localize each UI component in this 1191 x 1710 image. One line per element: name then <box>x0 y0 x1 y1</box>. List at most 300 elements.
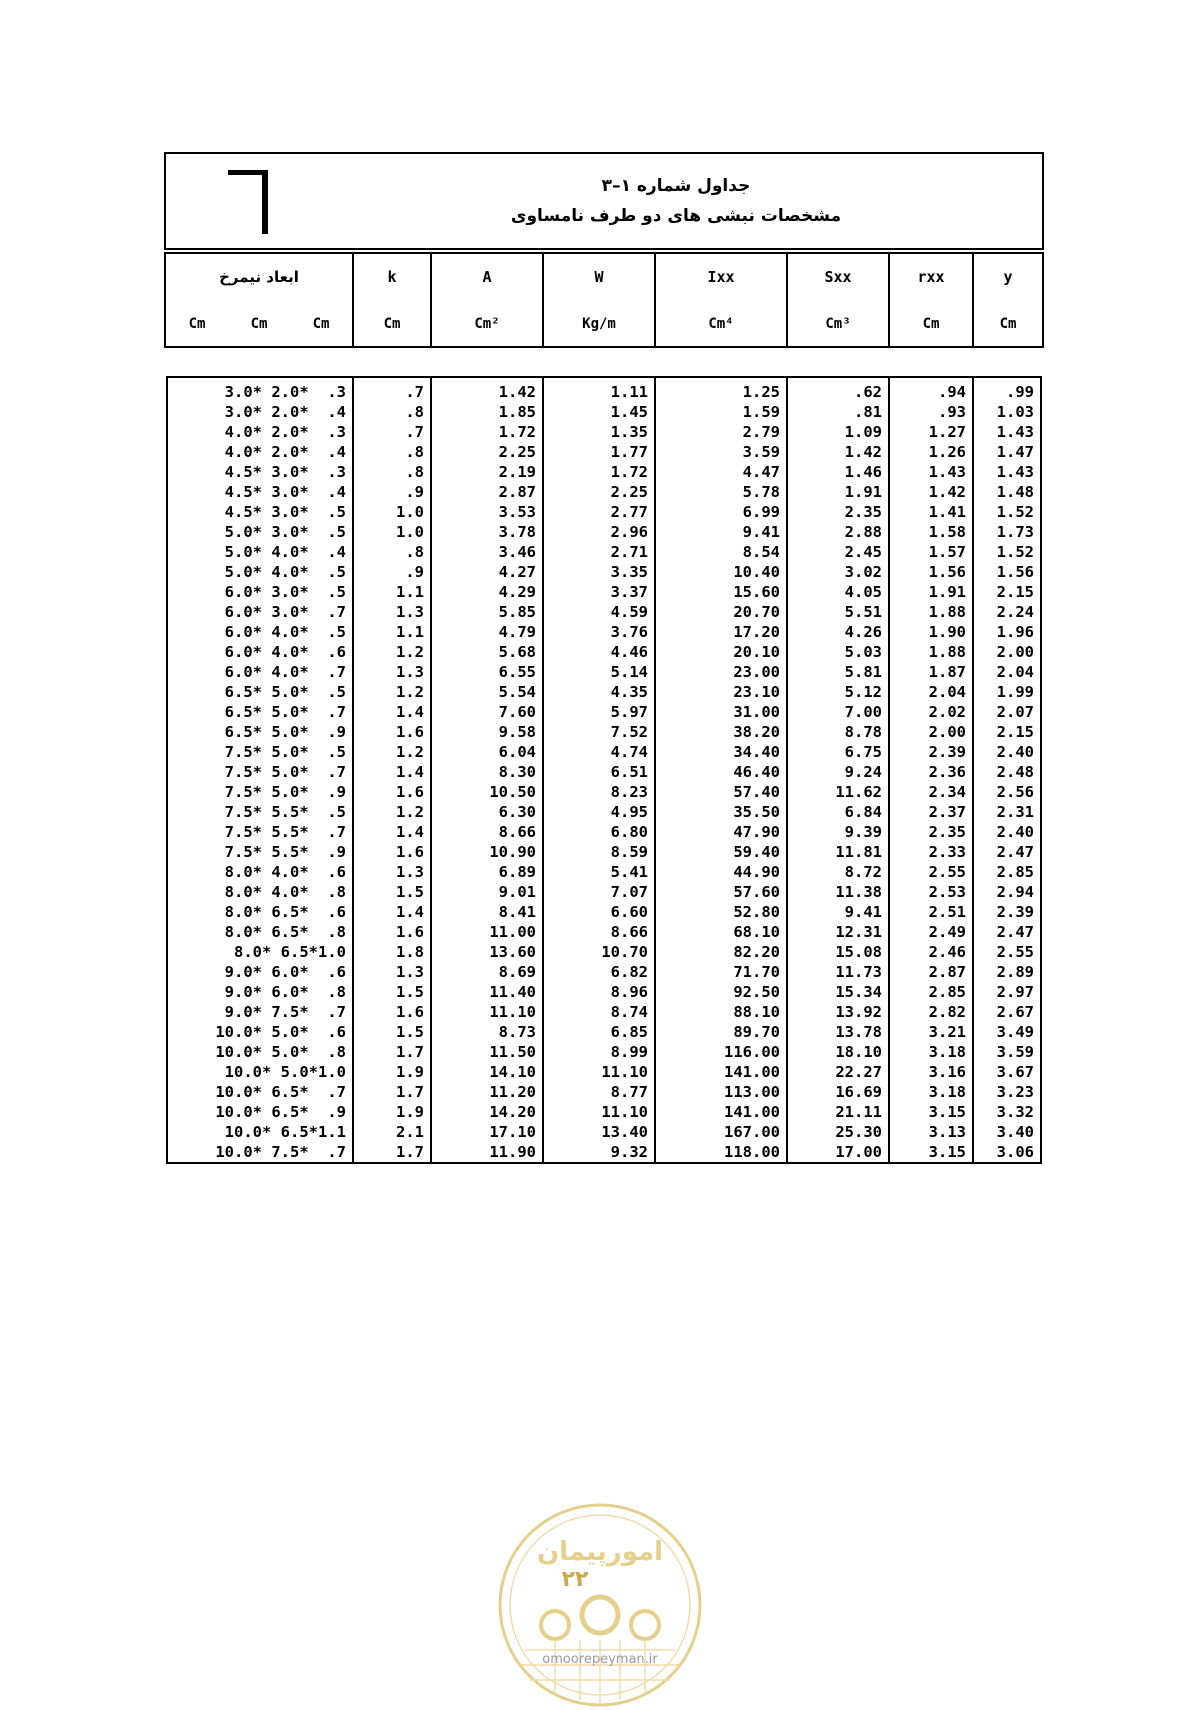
table-cell: 141.00 <box>655 1102 787 1122</box>
table-cell: 7.5* 5.5* .9 <box>167 842 353 862</box>
table-cell: 71.70 <box>655 962 787 982</box>
table-cell: 2.33 <box>889 842 973 862</box>
table-cell: 1.2 <box>353 742 431 762</box>
table-cell: 2.53 <box>889 882 973 902</box>
table-cell: 11.73 <box>787 962 889 982</box>
table-cell: .7 <box>353 377 431 402</box>
table-cell: 13.92 <box>787 1002 889 1022</box>
header-area: A Cm² <box>432 254 544 346</box>
angle-properties-table <box>166 376 1042 1164</box>
table-cell: 2.00 <box>973 642 1041 662</box>
table-cell: 1.46 <box>787 462 889 482</box>
table-cell: 22.27 <box>787 1062 889 1082</box>
table-cell: 23.10 <box>655 682 787 702</box>
unit-cm: Cm <box>250 316 268 332</box>
table-cell: 2.25 <box>543 482 655 502</box>
table-cell: 34.40 <box>655 742 787 762</box>
table-cell: .8 <box>353 462 431 482</box>
table-cell: 2.82 <box>889 1002 973 1022</box>
table-cell: 6.0* 4.0* .5 <box>167 622 353 642</box>
unit-cm: Cm <box>312 316 330 332</box>
header-sxx: Sxx Cm³ <box>788 254 890 346</box>
table-cell: 57.40 <box>655 782 787 802</box>
table-cell: 7.52 <box>543 722 655 742</box>
table-cell: 5.54 <box>431 682 543 702</box>
table-cell: 2.39 <box>973 902 1041 922</box>
table-cell: 1.8 <box>353 942 431 962</box>
table-row <box>167 742 1041 762</box>
table-cell: 3.59 <box>655 442 787 462</box>
table-cell: 2.04 <box>973 662 1041 682</box>
table-cell: 3.53 <box>431 502 543 522</box>
table-cell: 2.85 <box>973 862 1041 882</box>
table-cell: 3.21 <box>889 1022 973 1042</box>
table-cell: 4.27 <box>431 562 543 582</box>
table-row <box>167 422 1041 442</box>
table-cell: 88.10 <box>655 1002 787 1022</box>
table-cell: 1.90 <box>889 622 973 642</box>
header-weight: W Kg/m <box>544 254 656 346</box>
table-cell: 1.3 <box>353 862 431 882</box>
table-cell: 3.13 <box>889 1122 973 1142</box>
table-cell: 5.03 <box>787 642 889 662</box>
table-row <box>167 702 1041 722</box>
table-cell: 6.89 <box>431 862 543 882</box>
table-cell: 2.24 <box>973 602 1041 622</box>
table-cell: 10.0* 5.0* .8 <box>167 1042 353 1062</box>
table-cell: 10.50 <box>431 782 543 802</box>
table-cell: 1.7 <box>353 1142 431 1163</box>
header-rxx: rxx Cm <box>890 254 974 346</box>
table-cell: 8.99 <box>543 1042 655 1062</box>
table-cell: .8 <box>353 402 431 422</box>
table-cell: 6.0* 3.0* .5 <box>167 582 353 602</box>
table-cell: 8.66 <box>543 922 655 942</box>
table-cell: 31.00 <box>655 702 787 722</box>
table-cell: 6.82 <box>543 962 655 982</box>
table-cell: 8.54 <box>655 542 787 562</box>
table-cell: 6.5* 5.0* .9 <box>167 722 353 742</box>
table-cell: 3.46 <box>431 542 543 562</box>
table-cell: 20.10 <box>655 642 787 662</box>
table-cell: 9.0* 7.5* .7 <box>167 1002 353 1022</box>
table-cell: 3.16 <box>889 1062 973 1082</box>
table-cell: 6.0* 4.0* .7 <box>167 662 353 682</box>
table-cell: 1.57 <box>889 542 973 562</box>
table-cell: 6.85 <box>543 1022 655 1042</box>
table-cell: 8.72 <box>787 862 889 882</box>
table-cell: .7 <box>353 422 431 442</box>
table-cell: .8 <box>353 442 431 462</box>
table-cell: 9.0* 6.0* .6 <box>167 962 353 982</box>
table-cell: 2.49 <box>889 922 973 942</box>
table-cell: 7.00 <box>787 702 889 722</box>
header-y: y Cm <box>999 268 1017 332</box>
table-cell: 1.88 <box>889 642 973 662</box>
table-row <box>167 522 1041 542</box>
table-cell: 8.59 <box>543 842 655 862</box>
table-cell: 5.0* 4.0* .4 <box>167 542 353 562</box>
table-row <box>167 442 1041 462</box>
table-cell: 2.35 <box>787 502 889 522</box>
table-cell: 11.10 <box>543 1102 655 1122</box>
table-cell: 5.41 <box>543 862 655 882</box>
table-cell: 38.20 <box>655 722 787 742</box>
table-cell: 14.20 <box>431 1102 543 1122</box>
table-cell: 2.47 <box>973 842 1041 862</box>
table-cell: 11.81 <box>787 842 889 862</box>
table-cell: 16.69 <box>787 1082 889 1102</box>
table-cell: 47.90 <box>655 822 787 842</box>
table-cell: 1.35 <box>543 422 655 442</box>
table-cell: 10.0* 5.0*1.0 <box>167 1062 353 1082</box>
table-cell: 1.6 <box>353 722 431 742</box>
table-row <box>167 1022 1041 1042</box>
table-cell: 2.87 <box>889 962 973 982</box>
table-cell: 1.85 <box>431 402 543 422</box>
table-cell: 11.10 <box>543 1062 655 1082</box>
table-row <box>167 642 1041 662</box>
table-cell: 82.20 <box>655 942 787 962</box>
table-cell: 8.69 <box>431 962 543 982</box>
table-cell: 21.11 <box>787 1102 889 1122</box>
table-cell: 13.78 <box>787 1022 889 1042</box>
table-cell: 3.23 <box>973 1082 1041 1102</box>
table-cell: 2.1 <box>353 1122 431 1142</box>
table-cell: 1.4 <box>353 902 431 922</box>
table-cell: 1.6 <box>353 842 431 862</box>
table-cell: 1.11 <box>543 377 655 402</box>
table-cell: 5.14 <box>543 662 655 682</box>
table-row <box>167 502 1041 522</box>
table-cell: 2.34 <box>889 782 973 802</box>
table-cell: 6.5* 5.0* .7 <box>167 702 353 722</box>
table-row <box>167 1102 1041 1122</box>
table-row <box>167 722 1041 742</box>
table-cell: 1.2 <box>353 682 431 702</box>
table-cell: 12.31 <box>787 922 889 942</box>
table-cell: 1.43 <box>973 462 1041 482</box>
table-cell: 52.80 <box>655 902 787 922</box>
table-cell: 1.0 <box>353 522 431 542</box>
table-cell: 2.04 <box>889 682 973 702</box>
table-cell: 1.4 <box>353 762 431 782</box>
table-cell: 1.3 <box>353 962 431 982</box>
table-cell: 4.35 <box>543 682 655 702</box>
table-cell: 8.77 <box>543 1082 655 1102</box>
table-cell: .8 <box>353 542 431 562</box>
table-cell: 9.41 <box>787 902 889 922</box>
table-cell: 116.00 <box>655 1042 787 1062</box>
table-cell: 2.56 <box>973 782 1041 802</box>
table-cell: 6.04 <box>431 742 543 762</box>
table-cell: 11.90 <box>431 1142 543 1163</box>
table-cell: 11.62 <box>787 782 889 802</box>
table-cell: 15.60 <box>655 582 787 602</box>
table-cell: 8.78 <box>787 722 889 742</box>
table-cell: 1.9 <box>353 1102 431 1122</box>
table-cell: 1.99 <box>973 682 1041 702</box>
table-cell: 8.41 <box>431 902 543 922</box>
table-row <box>167 622 1041 642</box>
table-cell: 1.88 <box>889 602 973 622</box>
table-cell: 167.00 <box>655 1122 787 1142</box>
table-cell: 2.02 <box>889 702 973 722</box>
table-cell: 2.85 <box>889 982 973 1002</box>
table-row <box>167 562 1041 582</box>
table-cell: 1.56 <box>973 562 1041 582</box>
table-row <box>167 762 1041 782</box>
table-cell: 4.5* 3.0* .4 <box>167 482 353 502</box>
table-cell: 9.32 <box>543 1142 655 1163</box>
table-cell: .81 <box>787 402 889 422</box>
table-row <box>167 1002 1041 1022</box>
table-cell: 1.58 <box>889 522 973 542</box>
table-cell: 6.55 <box>431 662 543 682</box>
table-cell: 92.50 <box>655 982 787 1002</box>
table-cell: 1.2 <box>353 802 431 822</box>
table-cell: 2.15 <box>973 582 1041 602</box>
table-cell: 2.19 <box>431 462 543 482</box>
table-cell: 5.85 <box>431 602 543 622</box>
table-cell: 5.68 <box>431 642 543 662</box>
table-cell: 1.3 <box>353 602 431 622</box>
table-cell: 2.67 <box>973 1002 1041 1022</box>
table-cell: 10.0* 7.5* .7 <box>167 1142 353 1163</box>
table-cell: 8.74 <box>543 1002 655 1022</box>
table-cell: 8.66 <box>431 822 543 842</box>
table-cell: 3.18 <box>889 1042 973 1062</box>
table-cell: 4.05 <box>787 582 889 602</box>
table-cell: 8.0* 6.5* .8 <box>167 922 353 942</box>
table-cell: 13.60 <box>431 942 543 962</box>
table-cell: 5.12 <box>787 682 889 702</box>
table-cell: 1.73 <box>973 522 1041 542</box>
table-cell: 8.0* 6.5*1.0 <box>167 942 353 962</box>
table-row <box>167 902 1041 922</box>
table-cell: 2.97 <box>973 982 1041 1002</box>
table-cell: 4.0* 2.0* .3 <box>167 422 353 442</box>
table-row <box>167 482 1041 502</box>
table-cell: 23.00 <box>655 662 787 682</box>
table-cell: 2.87 <box>431 482 543 502</box>
table-cell: 4.26 <box>787 622 889 642</box>
table-cell: 4.5* 3.0* .5 <box>167 502 353 522</box>
table-cell: 20.70 <box>655 602 787 622</box>
table-cell: 68.10 <box>655 922 787 942</box>
table-cell: 5.81 <box>787 662 889 682</box>
table-cell: 1.6 <box>353 1002 431 1022</box>
table-cell: 11.38 <box>787 882 889 902</box>
table-cell: 2.71 <box>543 542 655 562</box>
table-cell: 10.0* 6.5* .7 <box>167 1082 353 1102</box>
table-cell: 9.58 <box>431 722 543 742</box>
table-cell: 17.20 <box>655 622 787 642</box>
table-cell: 1.5 <box>353 882 431 902</box>
table-cell: 1.59 <box>655 402 787 422</box>
table-cell: 1.43 <box>973 422 1041 442</box>
page-number: ۲۲ <box>561 1567 589 1592</box>
table-cell: 2.77 <box>543 502 655 522</box>
table-cell: 3.78 <box>431 522 543 542</box>
logo-text: امورپیمان <box>536 1537 664 1567</box>
table-cell: 1.3 <box>353 662 431 682</box>
table-cell: 25.30 <box>787 1122 889 1142</box>
header-dimensions: ابعاد نیمرخ Cm Cm Cm <box>166 254 354 346</box>
table-cell: 6.30 <box>431 802 543 822</box>
table-cell: 10.40 <box>655 562 787 582</box>
table-row <box>167 782 1041 802</box>
table-cell: 4.95 <box>543 802 655 822</box>
table-cell: 1.7 <box>353 1082 431 1102</box>
table-cell: 10.90 <box>431 842 543 862</box>
table-row <box>167 962 1041 982</box>
table-row <box>167 602 1041 622</box>
table-cell: 1.0 <box>353 502 431 522</box>
table-cell: 11.50 <box>431 1042 543 1062</box>
table-cell: 3.35 <box>543 562 655 582</box>
table-cell: 9.0* 6.0* .8 <box>167 982 353 1002</box>
table-cell: 6.0* 3.0* .7 <box>167 602 353 622</box>
table-cell: 1.87 <box>889 662 973 682</box>
table-cell: 2.55 <box>889 862 973 882</box>
table-cell: 1.9 <box>353 1062 431 1082</box>
table-cell: 5.0* 3.0* .5 <box>167 522 353 542</box>
table-title: جداول شماره ۱–۳ <box>601 176 751 196</box>
table-cell: 7.5* 5.0* .9 <box>167 782 353 802</box>
table-cell: 2.37 <box>889 802 973 822</box>
table-cell: 35.50 <box>655 802 787 822</box>
table-cell: 8.23 <box>543 782 655 802</box>
table-cell: 3.32 <box>973 1102 1041 1122</box>
table-cell: 5.97 <box>543 702 655 722</box>
table-row <box>167 822 1041 842</box>
table-cell: 2.15 <box>973 722 1041 742</box>
table-cell: 2.40 <box>973 822 1041 842</box>
table-cell: 1.03 <box>973 402 1041 422</box>
table-cell: 8.73 <box>431 1022 543 1042</box>
table-cell: 1.42 <box>787 442 889 462</box>
table-cell: 3.0* 2.0* .3 <box>167 377 353 402</box>
header-ixx: Ixx Cm⁴ <box>656 254 788 346</box>
table-cell: 4.29 <box>431 582 543 602</box>
table-cell: 7.60 <box>431 702 543 722</box>
table-row <box>167 842 1041 862</box>
table-cell: 6.80 <box>543 822 655 842</box>
table-cell: 1.2 <box>353 642 431 662</box>
table-cell: 2.89 <box>973 962 1041 982</box>
table-cell: 57.60 <box>655 882 787 902</box>
table-cell: 1.47 <box>973 442 1041 462</box>
table-cell: 2.48 <box>973 762 1041 782</box>
table-cell: 46.40 <box>655 762 787 782</box>
table-cell: 3.18 <box>889 1082 973 1102</box>
table-subtitle: مشخصات نبشی های دو طرف نامساوی <box>510 206 842 226</box>
table-cell: 15.34 <box>787 982 889 1002</box>
table-cell: 3.37 <box>543 582 655 602</box>
table-cell: 8.30 <box>431 762 543 782</box>
table-cell: 3.59 <box>973 1042 1041 1062</box>
table-cell: 7.5* 5.5* .7 <box>167 822 353 842</box>
table-row <box>167 942 1041 962</box>
table-cell: 1.48 <box>973 482 1041 502</box>
table-cell: 4.0* 2.0* .4 <box>167 442 353 462</box>
omoorepeyman-logo-watermark <box>495 1500 705 1710</box>
table-cell: 11.40 <box>431 982 543 1002</box>
table-cell: 4.79 <box>431 622 543 642</box>
table-cell: 1.1 <box>353 622 431 642</box>
table-cell: .9 <box>353 482 431 502</box>
table-cell: .94 <box>889 377 973 402</box>
table-cell: 3.76 <box>543 622 655 642</box>
table-row <box>167 662 1041 682</box>
table-cell: 10.0* 6.5*1.1 <box>167 1122 353 1142</box>
table-cell: 2.07 <box>973 702 1041 722</box>
table-cell: 1.52 <box>973 542 1041 562</box>
table-row <box>167 982 1041 1002</box>
table-row <box>167 1082 1041 1102</box>
table-cell: 6.0* 4.0* .6 <box>167 642 353 662</box>
table-cell: 17.10 <box>431 1122 543 1142</box>
table-cell: 7.07 <box>543 882 655 902</box>
table-cell: 2.36 <box>889 762 973 782</box>
table-cell: 2.39 <box>889 742 973 762</box>
table-cell: 4.5* 3.0* .3 <box>167 462 353 482</box>
table-row <box>167 542 1041 562</box>
table-row <box>167 802 1041 822</box>
table-cell: 4.74 <box>543 742 655 762</box>
table-cell: 3.49 <box>973 1022 1041 1042</box>
table-cell: 9.01 <box>431 882 543 902</box>
table-cell: 1.42 <box>431 377 543 402</box>
table-cell: 8.96 <box>543 982 655 1002</box>
table-cell: 7.5* 5.5* .5 <box>167 802 353 822</box>
table-row <box>167 922 1041 942</box>
table-cell: 13.40 <box>543 1122 655 1142</box>
table-cell: 141.00 <box>655 1062 787 1082</box>
table-cell: 59.40 <box>655 842 787 862</box>
table-cell: 4.47 <box>655 462 787 482</box>
table-cell: 1.77 <box>543 442 655 462</box>
table-cell: 2.88 <box>787 522 889 542</box>
table-cell: 118.00 <box>655 1142 787 1163</box>
table-cell: 1.1 <box>353 582 431 602</box>
table-cell: 1.27 <box>889 422 973 442</box>
table-cell: 1.4 <box>353 822 431 842</box>
table-cell: 17.00 <box>787 1142 889 1163</box>
table-cell: 6.60 <box>543 902 655 922</box>
table-cell: 1.91 <box>787 482 889 502</box>
table-cell: .9 <box>353 562 431 582</box>
table-row <box>167 1122 1041 1142</box>
table-cell: 1.41 <box>889 502 973 522</box>
table-cell: 2.25 <box>431 442 543 462</box>
table-cell: 2.31 <box>973 802 1041 822</box>
table-cell: 2.40 <box>973 742 1041 762</box>
table-cell: 2.51 <box>889 902 973 922</box>
table-cell: 8.0* 6.5* .6 <box>167 902 353 922</box>
table-row <box>167 882 1041 902</box>
table-cell: 1.6 <box>353 782 431 802</box>
table-cell: 3.15 <box>889 1142 973 1163</box>
table-cell: 1.96 <box>973 622 1041 642</box>
table-cell: 3.02 <box>787 562 889 582</box>
header-k: k Cm <box>354 254 432 346</box>
table-cell: 3.67 <box>973 1062 1041 1082</box>
table-cell: 6.84 <box>787 802 889 822</box>
table-cell: 14.10 <box>431 1062 543 1082</box>
table-cell: 8.0* 4.0* .6 <box>167 862 353 882</box>
